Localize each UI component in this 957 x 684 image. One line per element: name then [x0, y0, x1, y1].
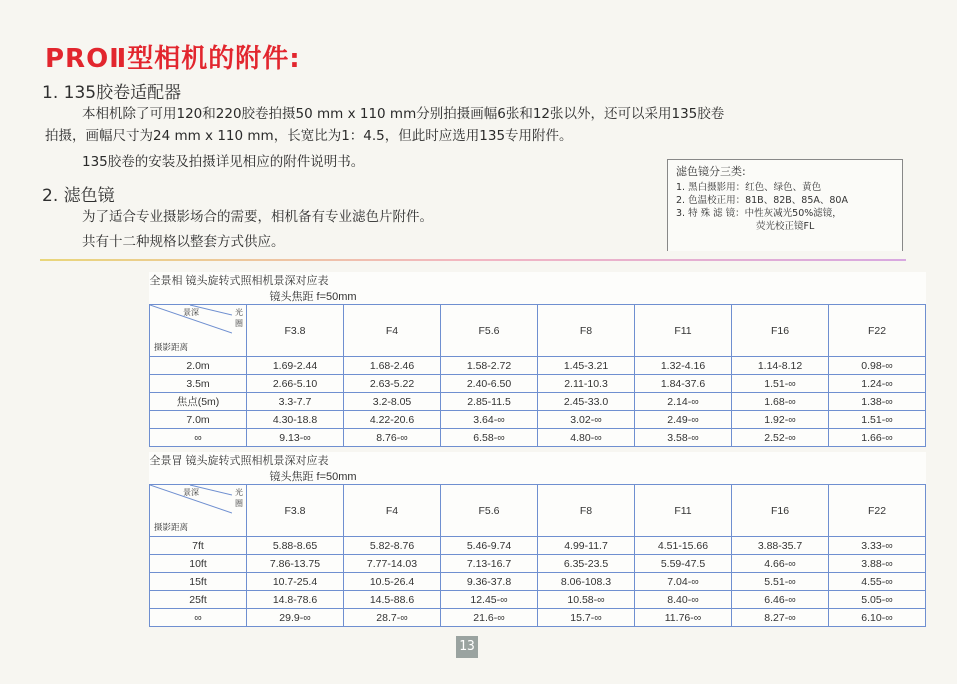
dof-cell: 12.45-∞ — [441, 591, 538, 609]
distance-label: 焦点(5m) — [150, 393, 247, 411]
section1-para1b: 拍摄，画幅尺寸为24 mm x 110 mm，长宽比为1：4.5，但此时应选用135专用附件。 — [45, 128, 573, 144]
corner-label-distance: 摄影距离 — [154, 522, 189, 532]
dof-cell: 2.52-∞ — [732, 429, 829, 447]
corner-label-aperture: 光圈 — [235, 488, 243, 508]
dof-cell: 11.76-∞ — [635, 609, 732, 627]
dof-cell: 10.7-25.4 — [247, 573, 344, 591]
table-row — [150, 573, 926, 591]
corner-label-aperture: 光圈 — [235, 308, 243, 328]
aperture-header: F16 — [732, 485, 829, 537]
dof-cell: 10.58-∞ — [538, 591, 635, 609]
table-row — [150, 537, 926, 555]
corner-label-dof: 景深 — [183, 488, 199, 497]
filter-types-box — [667, 159, 903, 251]
dof-cell: 6.46-∞ — [732, 591, 829, 609]
dof-cell: 14.8-78.6 — [247, 591, 344, 609]
filter-box-line2: 2. 色温校正用：81B、82B、85A、80A — [676, 195, 848, 206]
aperture-header: F22 — [829, 305, 926, 357]
table-focal-length: 镜头焦距 f=50mm — [269, 471, 357, 483]
dof-cell: 8.76-∞ — [344, 429, 441, 447]
dof-cell: 1.51-∞ — [732, 375, 829, 393]
distance-label: 25ft — [150, 591, 247, 609]
section1-para1a: 本相机除了可用120和220胶卷拍摄50 mm x 110 mm分别拍摄画幅6张和12张以外，还可以采用135胶卷 — [82, 106, 725, 122]
dof-cell: 7.86-13.75 — [247, 555, 344, 573]
aperture-header: F11 — [635, 305, 732, 357]
page-number: 13 — [456, 636, 478, 658]
distance-label: 2.0m — [150, 357, 247, 375]
filter-box-title: 滤色镜分三类: — [676, 165, 746, 178]
dof-cell: 2.14-∞ — [635, 393, 732, 411]
dof-table-imperial — [149, 452, 926, 627]
dof-cell: 29.9-∞ — [247, 609, 344, 627]
table-caption: 全景相 镜头旋转式照相机景深对应表 — [149, 275, 329, 287]
filter-box-line3: 3. 特 殊 滤 镜：中性灰减光50%滤镜， — [676, 208, 842, 219]
section1-para2: 135胶卷的安装及拍摄详见相应的附件说明书。 — [82, 154, 365, 170]
dof-cell: 1.92-∞ — [732, 411, 829, 429]
dof-cell: 3.88-∞ — [829, 555, 926, 573]
dof-cell: 15.7-∞ — [538, 609, 635, 627]
dof-cell: 5.82-8.76 — [344, 537, 441, 555]
dof-cell: 1.68-2.46 — [344, 357, 441, 375]
dof-cell: 8.40-∞ — [635, 591, 732, 609]
aperture-header: F8 — [538, 305, 635, 357]
dof-cell: 9.36-37.8 — [441, 573, 538, 591]
distance-label: ∞ — [150, 609, 247, 627]
table-caption: 全景冒 镜头旋转式照相机景深对应表 — [149, 455, 329, 467]
dof-cell: 0.98-∞ — [829, 357, 926, 375]
dof-cell: 1.58-2.72 — [441, 357, 538, 375]
dof-cell: 5.05-∞ — [829, 591, 926, 609]
dof-cell: 4.66-∞ — [732, 555, 829, 573]
aperture-header: F5.6 — [441, 305, 538, 357]
distance-label: ∞ — [150, 429, 247, 447]
dof-table-metric — [149, 272, 926, 447]
dof-cell: 1.45-3.21 — [538, 357, 635, 375]
dof-cell: 5.51-∞ — [732, 573, 829, 591]
dof-cell: 5.59-47.5 — [635, 555, 732, 573]
dof-cell: 6.58-∞ — [441, 429, 538, 447]
dof-cell: 5.88-8.65 — [247, 537, 344, 555]
dof-cell: 3.33-∞ — [829, 537, 926, 555]
filter-box-line4: 荧光校正镜FL — [756, 221, 815, 232]
dof-cell: 1.84-37.6 — [635, 375, 732, 393]
dof-cell: 28.7-∞ — [344, 609, 441, 627]
table-row — [150, 591, 926, 609]
dof-cell: 3.3-7.7 — [247, 393, 344, 411]
section2-heading: 2. 滤色镜 — [42, 186, 115, 206]
dof-cell: 3.58-∞ — [635, 429, 732, 447]
table-row — [150, 429, 926, 447]
dof-cell: 3.2-8.05 — [344, 393, 441, 411]
dof-cell: 4.55-∞ — [829, 573, 926, 591]
divider-rule — [40, 259, 906, 261]
dof-cell: 2.11-10.3 — [538, 375, 635, 393]
dof-cell: 2.66-5.10 — [247, 375, 344, 393]
aperture-header: F3.8 — [247, 485, 344, 537]
aperture-header: F4 — [344, 305, 441, 357]
dof-cell: 8.27-∞ — [732, 609, 829, 627]
table-row — [150, 555, 926, 573]
dof-cell: 1.24-∞ — [829, 375, 926, 393]
dof-cell: 2.45-33.0 — [538, 393, 635, 411]
dof-cell: 4.51-15.66 — [635, 537, 732, 555]
dof-cell: 10.5-26.4 — [344, 573, 441, 591]
dof-cell: 6.35-23.5 — [538, 555, 635, 573]
dof-cell: 7.04-∞ — [635, 573, 732, 591]
dof-cell: 4.30-18.8 — [247, 411, 344, 429]
dof-cell: 8.06-108.3 — [538, 573, 635, 591]
aperture-header: F4 — [344, 485, 441, 537]
dof-cell: 2.85-11.5 — [441, 393, 538, 411]
distance-label: 7ft — [150, 537, 247, 555]
dof-cell: 21.6-∞ — [441, 609, 538, 627]
aperture-header: F11 — [635, 485, 732, 537]
table-corner-cell — [150, 485, 247, 537]
dof-cell: 1.14-8.12 — [732, 357, 829, 375]
dof-cell: 1.68-∞ — [732, 393, 829, 411]
corner-label-dof: 景深 — [183, 308, 199, 317]
dof-cell: 3.88-35.7 — [732, 537, 829, 555]
dof-cell: 5.46-9.74 — [441, 537, 538, 555]
table-row — [150, 375, 926, 393]
dof-cell: 14.5-88.6 — [344, 591, 441, 609]
aperture-header: F5.6 — [441, 485, 538, 537]
dof-cell: 4.22-20.6 — [344, 411, 441, 429]
dof-cell: 2.40-6.50 — [441, 375, 538, 393]
corner-label-distance: 摄影距离 — [154, 342, 189, 352]
dof-cell: 1.69-2.44 — [247, 357, 344, 375]
distance-label: 3.5m — [150, 375, 247, 393]
section1-heading: 1. 135胶卷适配器 — [42, 83, 182, 103]
dof-cell: 2.49-∞ — [635, 411, 732, 429]
dof-cell: 1.32-4.16 — [635, 357, 732, 375]
dof-cell: 7.13-16.7 — [441, 555, 538, 573]
dof-cell: 1.38-∞ — [829, 393, 926, 411]
table-row — [150, 393, 926, 411]
dof-cell: 7.77-14.03 — [344, 555, 441, 573]
aperture-header: F16 — [732, 305, 829, 357]
table-row — [150, 357, 926, 375]
filter-box-line1: 1. 黑白摄影用：红色、绿色、黄色 — [676, 182, 822, 193]
aperture-header: F3.8 — [247, 305, 344, 357]
dof-cell: 9.13-∞ — [247, 429, 344, 447]
aperture-header: F8 — [538, 485, 635, 537]
section2-para2: 共有十二种规格以整套方式供应。 — [82, 234, 285, 250]
table-row — [150, 411, 926, 429]
table-corner-cell — [150, 305, 247, 357]
distance-label: 15ft — [150, 573, 247, 591]
dof-cell: 4.99-11.7 — [538, 537, 635, 555]
distance-label: 7.0m — [150, 411, 247, 429]
section2-para1: 为了适合专业摄影场合的需要，相机备有专业滤色片附件。 — [82, 209, 433, 225]
distance-label: 10ft — [150, 555, 247, 573]
dof-cell: 1.51-∞ — [829, 411, 926, 429]
dof-cell: 4.80-∞ — [538, 429, 635, 447]
dof-cell: 3.02-∞ — [538, 411, 635, 429]
dof-cell: 3.64-∞ — [441, 411, 538, 429]
page-title: PROⅡ型相机的附件: — [45, 44, 301, 74]
aperture-header: F22 — [829, 485, 926, 537]
dof-cell: 6.10-∞ — [829, 609, 926, 627]
table-focal-length: 镜头焦距 f=50mm — [269, 291, 357, 303]
dof-cell: 1.66-∞ — [829, 429, 926, 447]
dof-cell: 2.63-5.22 — [344, 375, 441, 393]
table-row — [150, 609, 926, 627]
